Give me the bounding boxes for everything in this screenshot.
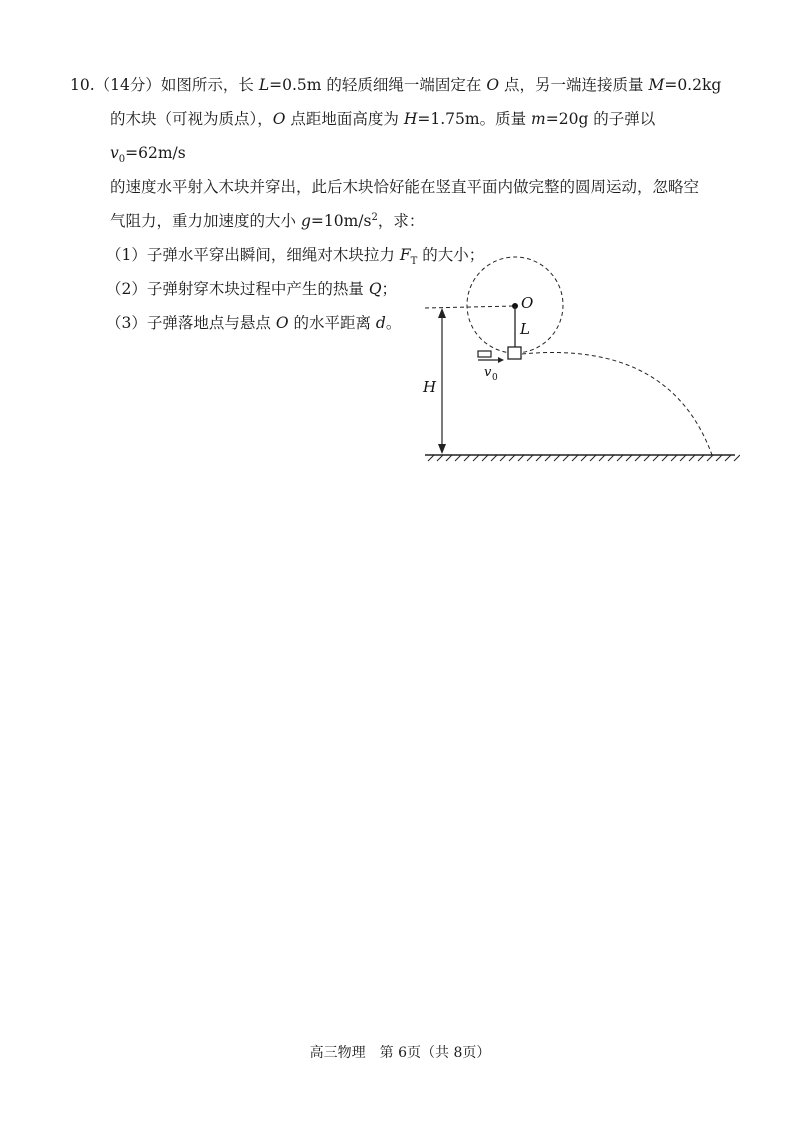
label-L: L xyxy=(520,320,530,338)
page-footer: 高三物理 第 6页（共 8页） xyxy=(309,1045,491,1061)
text-segment: =62m/s xyxy=(125,144,186,162)
label-H: H xyxy=(423,378,437,396)
hatch-mark xyxy=(590,455,596,461)
text-segment: =1.75m。质量 xyxy=(417,110,527,128)
hatch-mark xyxy=(581,455,587,461)
var-v: v xyxy=(110,144,119,162)
pivot-level-line xyxy=(425,306,515,308)
var-v-sub: 0 xyxy=(118,154,126,166)
var-F-sub: T xyxy=(410,256,418,268)
hatch-mark xyxy=(545,455,551,461)
hatch-mark xyxy=(473,455,479,461)
hatch-mark xyxy=(698,455,704,461)
velocity-arrowhead xyxy=(498,357,504,363)
hatch-mark xyxy=(626,455,632,461)
hatch-mark xyxy=(500,455,506,461)
text-segment: （2）子弹射穿木块过程中产生的热量 xyxy=(106,280,364,298)
hatch-mark xyxy=(617,455,623,461)
var-O: O xyxy=(275,314,289,332)
hatch-mark xyxy=(554,455,560,461)
var-M: M xyxy=(648,76,665,94)
text-segment: =0.2kg xyxy=(664,76,722,94)
text-segment: 的大小； xyxy=(422,246,485,264)
hatch-mark xyxy=(509,455,515,461)
var-g: g xyxy=(300,212,311,230)
text-segment: =10m/s xyxy=(310,212,372,230)
hatch-mark xyxy=(644,455,650,461)
hatch-mark xyxy=(572,455,578,461)
hatch-mark xyxy=(536,455,542,461)
text-segment: ，求： xyxy=(377,212,425,230)
hatch-mark xyxy=(671,455,677,461)
hatch-mark xyxy=(653,455,659,461)
hatch-mark xyxy=(599,455,605,461)
problem-score: （14分） xyxy=(94,76,161,94)
physics-diagram xyxy=(420,250,740,470)
var-Q: Q xyxy=(368,280,382,298)
text-segment: （3）子弹落地点与悬点 xyxy=(106,314,271,332)
label-O: O xyxy=(521,294,534,312)
label-v: v xyxy=(484,365,492,380)
var-L: L xyxy=(258,76,270,94)
hatch-mark xyxy=(725,455,731,461)
text-segment: =0.5m 的轻质细绳一端固定在 xyxy=(269,76,482,94)
text-segment: 。 xyxy=(385,314,402,332)
hatch-mark xyxy=(482,455,488,461)
text-segment: 的木块（可视为质点）， xyxy=(110,110,273,128)
text-segment: ； xyxy=(381,280,398,298)
var-F: F xyxy=(399,246,411,264)
height-arrowhead-top xyxy=(438,308,446,318)
ground-hatching xyxy=(428,455,740,461)
problem-line-2 xyxy=(70,102,735,170)
superscript: 2 xyxy=(371,211,378,223)
problem-number: 10. xyxy=(70,76,95,94)
text-segment: （1）子弹水平穿出瞬间，细绳对木块拉力 xyxy=(106,246,395,264)
hatch-mark xyxy=(491,455,497,461)
wood-block xyxy=(508,347,521,359)
text-segment: 点，另一端连接质量 xyxy=(504,76,644,94)
var-O: O xyxy=(272,110,286,128)
height-arrowhead-bottom xyxy=(438,444,446,454)
hatch-mark xyxy=(608,455,614,461)
hatch-mark xyxy=(662,455,668,461)
bullet xyxy=(478,351,491,357)
hatch-mark xyxy=(428,455,434,461)
text-segment: 气阻力，重力加速度的大小 xyxy=(110,212,297,230)
text-segment: 点距地面高度为 xyxy=(290,110,399,128)
hatch-mark xyxy=(464,455,470,461)
problem-line-4 xyxy=(70,204,735,238)
var-H: H xyxy=(403,110,418,128)
hatch-mark xyxy=(707,455,713,461)
projectile-trajectory xyxy=(522,352,712,455)
hatch-mark xyxy=(455,455,461,461)
hatch-mark xyxy=(734,455,740,461)
hatch-mark xyxy=(527,455,533,461)
hatch-mark xyxy=(563,455,569,461)
hatch-mark xyxy=(680,455,686,461)
var-O: O xyxy=(486,76,500,94)
problem-line-3: 的速度水平射入木块并穿出，此后木块恰好能在竖直平面内做完整的圆周运动，忽略空 xyxy=(110,178,700,196)
text-segment: 如图所示，长 xyxy=(160,76,254,94)
hatch-mark xyxy=(716,455,722,461)
hatch-mark xyxy=(446,455,452,461)
hatch-mark xyxy=(635,455,641,461)
var-m: m xyxy=(531,110,546,128)
text-segment: =20g 的子弹以 xyxy=(545,110,656,128)
label-v-sub: 0 xyxy=(492,373,498,383)
hatch-mark xyxy=(689,455,695,461)
var-d: d xyxy=(375,314,386,332)
text-segment: 的水平距离 xyxy=(293,314,371,332)
problem-line-1 xyxy=(70,68,735,102)
hatch-mark xyxy=(437,455,443,461)
hatch-mark xyxy=(518,455,524,461)
